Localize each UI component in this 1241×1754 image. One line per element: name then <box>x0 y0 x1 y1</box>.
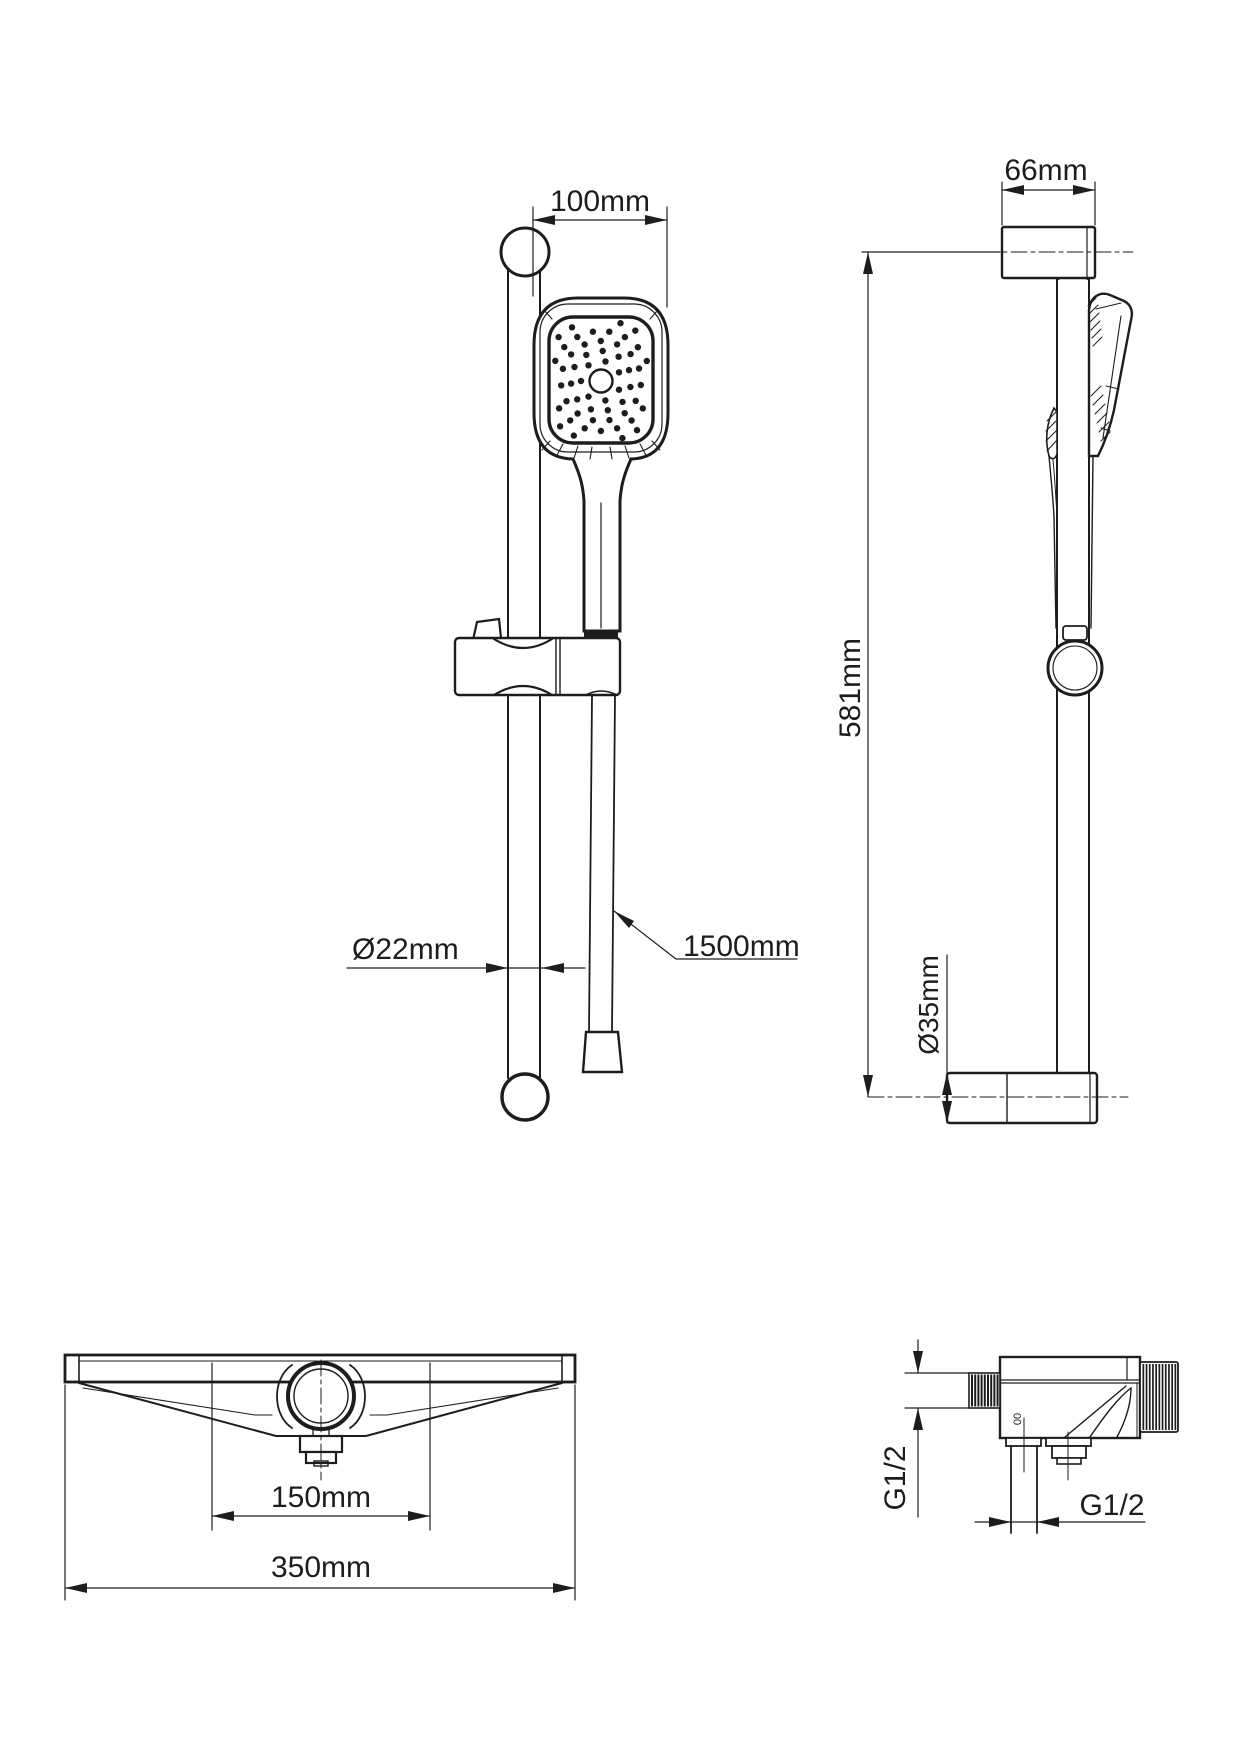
handle-side-right-edge <box>1091 456 1093 628</box>
dim-inlet-thread <box>905 1340 969 1517</box>
hose-end-nut <box>583 1032 622 1072</box>
dim-overall-width-label: 350mm <box>270 1551 372 1584</box>
hand-shower-front <box>534 298 668 639</box>
arrowhead <box>65 1583 87 1593</box>
dim-inlet-thread-label: G1/2 <box>879 1445 912 1511</box>
shower-hose-front <box>583 696 622 1072</box>
wall-bracket-bottom <box>947 1073 1097 1123</box>
rail-top-end-cap <box>501 228 549 276</box>
top-view <box>65 1355 575 1600</box>
arrowhead <box>542 963 564 973</box>
dim-outlet-thread-label: G1/2 <box>1079 1489 1145 1522</box>
knurled-knob <box>1140 1362 1178 1432</box>
arrowhead <box>553 1583 575 1593</box>
dim-bracket-width-label: 66mm <box>1004 154 1088 187</box>
arrowhead <box>863 1075 873 1097</box>
dim-hose-length-label: 1500mm <box>683 930 800 963</box>
arrowhead <box>913 1351 923 1373</box>
wall-bar-top-view <box>65 1355 575 1480</box>
side-view <box>834 154 1133 1123</box>
arrowhead <box>1037 1517 1059 1527</box>
dim-center-spacing-label: 150mm <box>270 1481 372 1514</box>
body-marking: 00 <box>1012 1412 1024 1426</box>
arrowhead <box>614 911 634 928</box>
dim-rail-height-label: 581mm <box>834 637 867 739</box>
dim-rail-diameter-label: Ø22mm <box>352 933 459 966</box>
arrowhead <box>408 1511 430 1521</box>
rail-bottom-end-cap <box>502 1074 548 1120</box>
arrowhead <box>863 252 873 274</box>
arrowhead <box>913 1408 923 1430</box>
arrowhead <box>212 1511 234 1521</box>
dim-bracket-width <box>1002 182 1095 225</box>
valve-view <box>879 1340 1178 1533</box>
dim-end-cap-diameter-label: Ø35mm <box>913 955 944 1055</box>
dim-head-width-label: 100mm <box>549 185 651 218</box>
arrowhead <box>486 963 508 973</box>
dim-head-width <box>533 207 667 307</box>
handle-side-left-edge <box>1054 517 1056 628</box>
front-view <box>347 185 800 1120</box>
inlet-thread <box>969 1373 1000 1408</box>
arrowhead <box>989 1517 1011 1527</box>
